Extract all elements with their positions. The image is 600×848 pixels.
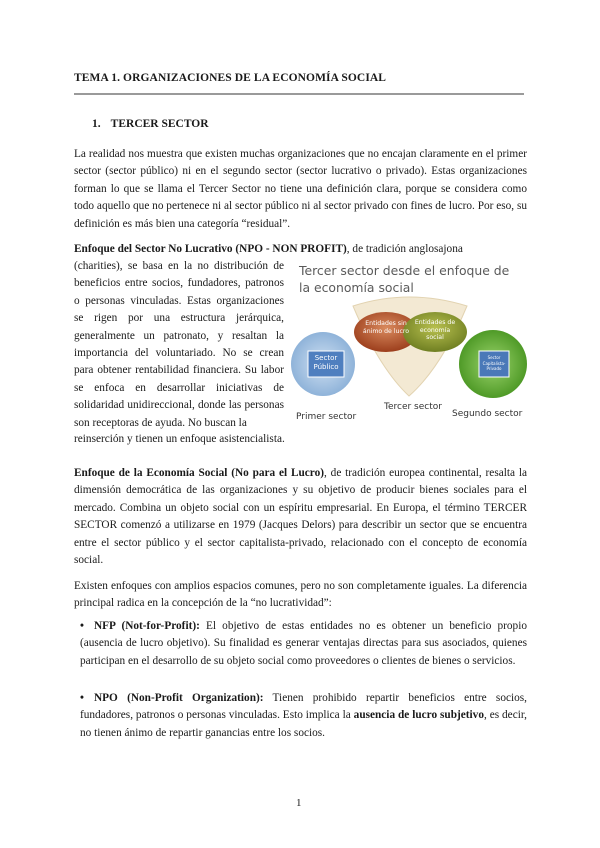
npo-bullet-bold-mid: ausencia de lucro subjetivo: [353, 709, 484, 722]
bullet-npo: [80, 690, 527, 742]
sector-capitalista-label: Sector Capitalista-Privado: [482, 355, 506, 371]
npo-bold-lead: Enfoque del Sector No Lucrativo (NPO - NON PROFIT): [74, 243, 347, 255]
npo-bullet-text-a: Tienen prohibido repartir beneficios entre socios, fundadores, patronos o personas vinculadas. Esto implica la: [80, 692, 527, 722]
entidades-economia-label: Entidades de economía social: [414, 319, 456, 342]
section-number: 1.: [92, 118, 101, 130]
bullet-mark: •: [80, 620, 84, 632]
bullet-nfp: [80, 618, 527, 670]
economia-social-bold-lead: Enfoque de la Economía Social (No para el Lucro): [74, 467, 325, 479]
segundo-sector-label: Segundo sector: [452, 409, 523, 419]
sector-publico-label: Sector Público: [313, 354, 339, 371]
primer-sector-label: Primer sector: [296, 412, 357, 422]
npo-bullet-bold-lead: NPO (Non-Profit Organization):: [94, 692, 264, 704]
document-title: TEMA 1. ORGANIZACIONES DE LA ECONOMÍA SOCIAL: [74, 72, 387, 84]
npo-first-line: , de tradición anglosajona: [346, 243, 463, 255]
figure-title: Tercer sector desde el enfoque de la economía social: [299, 263, 510, 295]
paragraph-npo-lead: [74, 241, 527, 258]
bullet-mark: •: [80, 692, 84, 704]
npo-bullet-text-b: , es decir, no tienen ánimo de repartir ganancias entre los socios.: [80, 709, 527, 739]
paragraph-enfoques: Existen enfoques con amplios espacios comunes, pero no son completamente iguales. La diferencia principal radica en la concepción de la “no lucratividad”:: [74, 580, 527, 610]
paragraph-npo-column: (charities), se basa en la no distribución de beneficios entre socios, fundadores, patronos o personas vinculadas. Estas organizaciones se rigen por una estructura jerárquica, generalmente un patronato, y resaltan la importancia del voluntariado. No se crean para obtener rentabilidad financiera. Su labor se enfoca en desarrollar iniciativas de solidaridad unidireccional, donde las personas son receptoras de ayuda. No buscan la: [74, 260, 284, 429]
page-number: 1: [296, 797, 302, 809]
section-heading: [92, 118, 209, 130]
nfp-text: El objetivo de estas entidades no es obtener un beneficio propio (ausencia de lucro objetivo). Su finalidad es generar ventajas directas para sus asociados, quienes participan en el desarrollo de su objeto social como proveedores o clientes de bienes o servicios.: [80, 620, 527, 667]
paragraph-economia-social: [74, 465, 527, 569]
section-title: TERCER SECTOR: [110, 118, 209, 130]
paragraph-intro: La realidad nos muestra que existen muchas organizaciones que no encajan claramente en el primer sector (sector público) ni en el segundo sector (sector lucrativo o privado). Estas organizaciones forman lo que se llama el Tercer Sector no tiene una definición clara, porque se considera como todo aquello que no pertenece ni al sector público ni al sector privado con fines de lucro. Por eso, su definición es más bien una categoría “residual”.: [74, 148, 527, 230]
tercer-sector-figure: [291, 258, 527, 428]
economia-social-text: , de tradición europea continental, resalta la dimensión democrática de las organizaciones y su objetivo de producir bienes sociales para el mercado. Combina un objeto social con un espíritu empresarial. En Europa, el término TERCER SECTOR comenzó a utilizarse en 1979 (Jacques Delors) para describir un sector que se encuentra entre el sector público y el sector capitalista-privado, relacionado con el concepto de economía social.: [74, 467, 527, 567]
paragraph-npo-last-line: reinserción y tienen un enfoque asistencialista.: [74, 433, 285, 445]
entidades-no-lucro-label: Entidades sin ánimo de lucro: [362, 320, 410, 335]
tercer-sector-label: Tercer sector: [384, 402, 442, 412]
title-divider: [74, 93, 524, 95]
nfp-bold-lead: NFP (Not-for-Profit):: [94, 620, 200, 632]
